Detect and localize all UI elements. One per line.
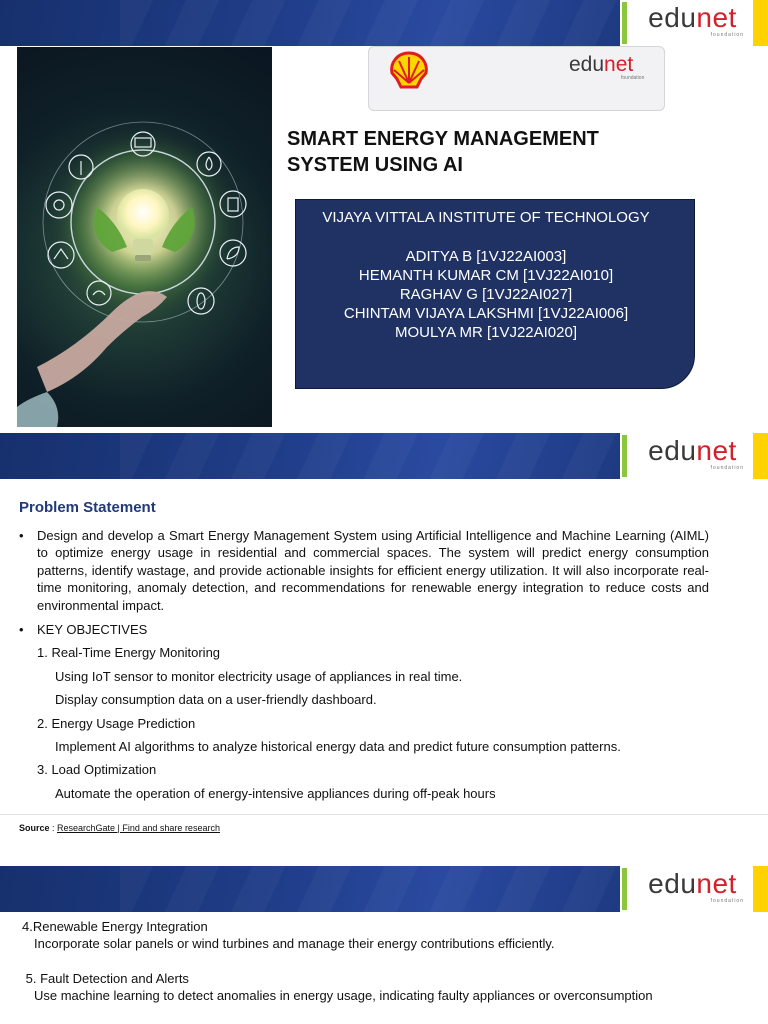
objective-title: 4.Renewable Energy Integration: [22, 919, 208, 934]
objectives-label: • KEY OBJECTIVES: [19, 621, 709, 638]
institute-name: VIJAYA VITTALA INSTITUTE OF TECHNOLOGY: [322, 209, 650, 226]
slide-problem-statement: [0, 433, 768, 865]
problem-content: [19, 527, 709, 802]
team-member: MOULYA MR [1VJ22AI020]: [394, 324, 578, 341]
objective-title: 2. Energy Usage Prediction: [37, 715, 196, 731]
slide-objectives-continued: [0, 866, 768, 1024]
edunet-logo: edunet foundation: [648, 2, 744, 38]
team-info-box: [295, 199, 695, 389]
slide-title: [0, 0, 768, 432]
objective-title: 1. Real-Time Energy Monitoring: [37, 645, 221, 661]
source-citation: Source : ResearchGate | Find and share research: [19, 823, 220, 833]
team-members: [296, 247, 676, 342]
team-member: RAGHAV G [1VJ22AI027]: [399, 286, 573, 303]
source-link[interactable]: ResearchGate | Find and share research: [57, 823, 220, 833]
objective-detail: Incorporate solar panels or wind turbines and manage their energy contributions efficiently.: [34, 936, 555, 952]
section-heading: Problem Statement: [19, 499, 156, 516]
edunet-logo: edunet foundation: [648, 868, 744, 904]
partner-logo-card: edunet foundation: [368, 46, 665, 111]
team-member: CHINTAM VIJAYA LAKSHMI [1VJ22AI006]: [343, 305, 629, 322]
edunet-wordmark: edunet: [569, 53, 634, 76]
objective-detail: Implement AI algorithms to analyze historical energy data and predict future consumption patterns.: [55, 739, 621, 755]
objective-title: 5. Fault Detection and Alerts: [22, 970, 189, 986]
objective-detail: Display consumption data on a user-friendly dashboard.: [55, 692, 377, 708]
header-banner: [0, 0, 768, 46]
objective-detail: Use machine learning to detect anomalies in energy usage, indicating faulty appliances or overconsumption: [34, 988, 653, 1004]
shell-logo-icon: [387, 49, 431, 89]
objective-detail: Automate the operation of energy-intensive appliances during off-peak hours: [55, 785, 496, 801]
energy-icons-illustration: [17, 47, 272, 427]
team-member: HEMANTH KUMAR CM [1VJ22AI010]: [358, 267, 614, 284]
project-title: SMART ENERGY MANAGEMENT SYSTEM USING AI: [287, 128, 599, 176]
team-member: ADITYA B [1VJ22AI003]: [405, 248, 567, 265]
hero-image: [17, 47, 272, 427]
problem-paragraph: • Design and develop a Smart Energy Management System using Artificial Intelligence and Machine Learning (AIML) to optimize energy usage in residential and commercial spaces. The system will predict energy consumption patterns, identify wastage, and provide actionable insights for efficient energy utilization. It will also incorporate real-time monitoring, anomaly detection, and recommendations for renewable energy integration to reduce costs and environmental impact.: [19, 527, 709, 614]
header-banner: [0, 866, 768, 912]
edunet-logo: edunet foundation: [648, 435, 744, 471]
header-banner: [0, 433, 768, 479]
objectives-continued: [22, 918, 742, 1005]
objective-title: 3. Load Optimization: [37, 762, 157, 778]
objective-detail: Using IoT sensor to monitor electricity usage of appliances in real time.: [55, 668, 463, 684]
divider: [0, 814, 768, 815]
